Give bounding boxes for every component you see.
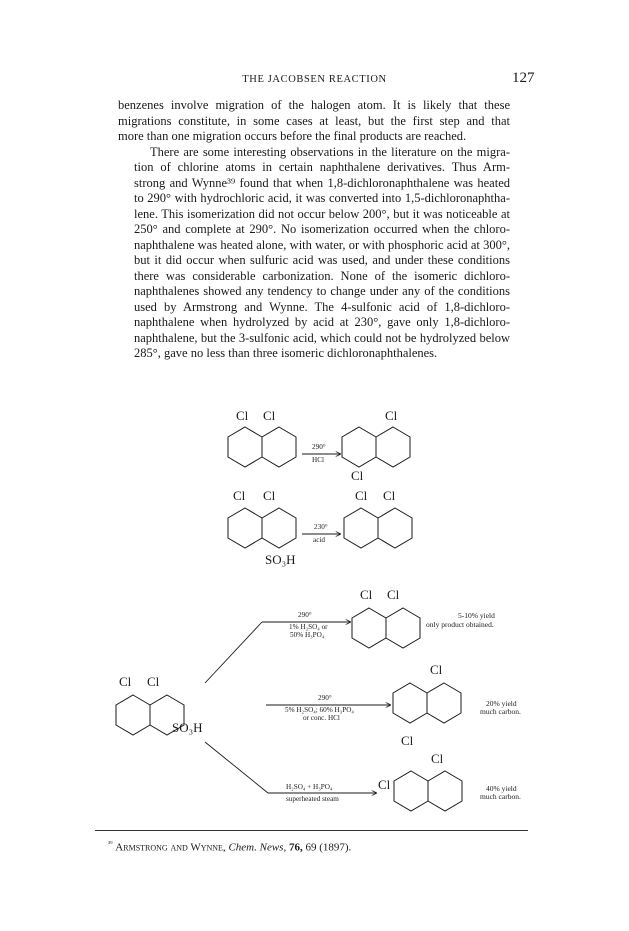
cl-label: Cl — [360, 587, 373, 602]
text-line: 250° and complete at 290°. No isomerization occurred when the chloro- — [134, 222, 510, 236]
cl-label: Cl — [387, 587, 400, 602]
cl-label: Cl — [236, 408, 249, 423]
yield-note: 5-10% yield — [458, 611, 495, 620]
cl-label: Cl — [385, 408, 398, 423]
footnote — [108, 840, 351, 854]
ring-left — [228, 427, 262, 467]
ring-left — [116, 695, 150, 735]
cl-label: Cl — [119, 674, 132, 689]
footnote-authors: Armstrong and Wynne, — [115, 841, 226, 854]
ring-right — [262, 427, 296, 467]
ring-right — [427, 683, 461, 723]
cl-label: Cl — [233, 488, 246, 503]
text-line: there was considerable carbonization. None of the isomeric dichloro- — [134, 268, 510, 283]
cl-label: Cl — [263, 408, 276, 423]
cl-label: Cl — [431, 751, 444, 766]
condition-temp: 290° — [318, 694, 332, 702]
ring-left — [352, 608, 386, 648]
ring-left — [344, 508, 378, 548]
text-line: benzenes involve migration of the halogen atom. It is likely that these — [118, 98, 510, 112]
cl-label: Cl — [351, 468, 364, 483]
text-line: to 290° with hydrochloric acid, it was converted into 1,5-dichloronaphtha- — [134, 191, 510, 205]
condition-temp: 290° — [298, 611, 312, 619]
text-line: 285°, gave no less than three isomeric dichloronaphthalenes. — [134, 346, 438, 360]
cl-label: Cl — [147, 674, 160, 689]
cl-label: Cl — [355, 488, 368, 503]
text-line: naphthalenes showed any tendency to change under any of the conditions — [134, 284, 510, 298]
cl-label: Cl — [383, 488, 396, 503]
cl-label: Cl — [263, 488, 276, 503]
cl-label: Cl — [378, 777, 391, 792]
footnote-volume: 76, — [288, 841, 303, 854]
ring-right — [376, 427, 410, 467]
running-header: THE JACOBSEN REACTION — [242, 74, 387, 85]
footnote-number: ³⁹ — [108, 840, 113, 848]
branch-line — [205, 622, 262, 683]
footnote-rest: 69 (1897). — [305, 841, 352, 854]
text-line: lene. This isomerization did not occur below 200°, but it was noticeable at — [134, 206, 510, 221]
naphthalene-product-a — [352, 587, 420, 648]
yield-note: much carbon. — [480, 707, 521, 716]
yield-note: only product obtained. — [426, 620, 494, 629]
naphthalene-product-c — [394, 751, 462, 811]
yield-note: 40% yield — [486, 784, 517, 793]
ring-right — [262, 508, 296, 548]
so3h-label: SO₃H — [265, 552, 296, 567]
text-line: naphthalene, but the 3-sulfonic acid, which could not be hydrolyzed below — [134, 330, 510, 345]
condition-temp: 230° — [314, 523, 328, 531]
ring-right — [428, 771, 462, 811]
condition-reagent: HCl — [312, 456, 324, 464]
so3h-label: SO₃H — [172, 720, 203, 735]
condition-reagent: superheated steam — [286, 795, 339, 803]
cl-label: Cl — [430, 662, 443, 677]
naphthalene-1-5-dichloro — [342, 408, 410, 483]
ring-left — [228, 508, 262, 548]
cl-label: Cl — [401, 733, 414, 748]
condition-reagent: H₂SO₄ + H₃PO₄ — [286, 783, 333, 791]
ring-right — [386, 608, 420, 648]
page-number: 127 — [512, 70, 535, 86]
naphthalene-1-8-dichloro-product — [344, 488, 412, 548]
ring-left — [342, 427, 376, 467]
text-line: There are some interesting observations in the literature on the migra- — [150, 144, 510, 159]
text-line: used by Armstrong and Wynne. The 4-sulfonic acid of 1,8-dichloro- — [134, 299, 510, 314]
ring-left — [393, 683, 427, 723]
footnote-journal: Chem. News, — [228, 841, 287, 854]
naphthalene-1-8-dichloro — [228, 408, 296, 467]
condition-reagent: 5% H₂SO₄; 60% H₃PO₄ — [285, 706, 354, 714]
text-line: strong and Wynne³⁹ found that when 1,8-dichloronaphthalene was heated — [134, 175, 510, 190]
condition-reagent: 50% H₃PO₄ — [290, 631, 325, 639]
branch-line — [205, 742, 268, 793]
naphthalene-sulfonic-acid-3 — [116, 674, 203, 735]
naphthalene-product-b — [393, 662, 461, 748]
footnote-rule — [95, 830, 528, 831]
text-line: migrations constitute, in some cases at least, but the first step and that — [118, 113, 510, 128]
ring-left — [394, 771, 428, 811]
condition-reagent: acid — [313, 536, 325, 544]
condition-temp: 290° — [312, 443, 326, 451]
text-line: tion of chlorine atoms in certain naphthalene derivatives. Thus Arm- — [134, 160, 510, 174]
text-line: more than one migration occurs before the final products are reached. — [118, 129, 467, 143]
text-line: but it did occur when sulfuric acid was used, and under these conditions — [134, 253, 510, 267]
text-line: naphthalene when hydrolyzed by acid at 230°, gave only 1,8-dichloro- — [134, 315, 510, 329]
condition-reagent: or conc. HCl — [303, 714, 340, 722]
ring-right — [378, 508, 412, 548]
naphthalene-sulfonic-acid-4 — [228, 488, 296, 567]
yield-note: much carbon. — [480, 792, 521, 801]
yield-note: 20% yield — [486, 699, 517, 708]
condition-reagent: 1% H₂SO₄ or — [289, 623, 328, 631]
text-line: naphthalene was heated alone, with water, or with phosphoric acid at 300°, — [134, 237, 510, 252]
